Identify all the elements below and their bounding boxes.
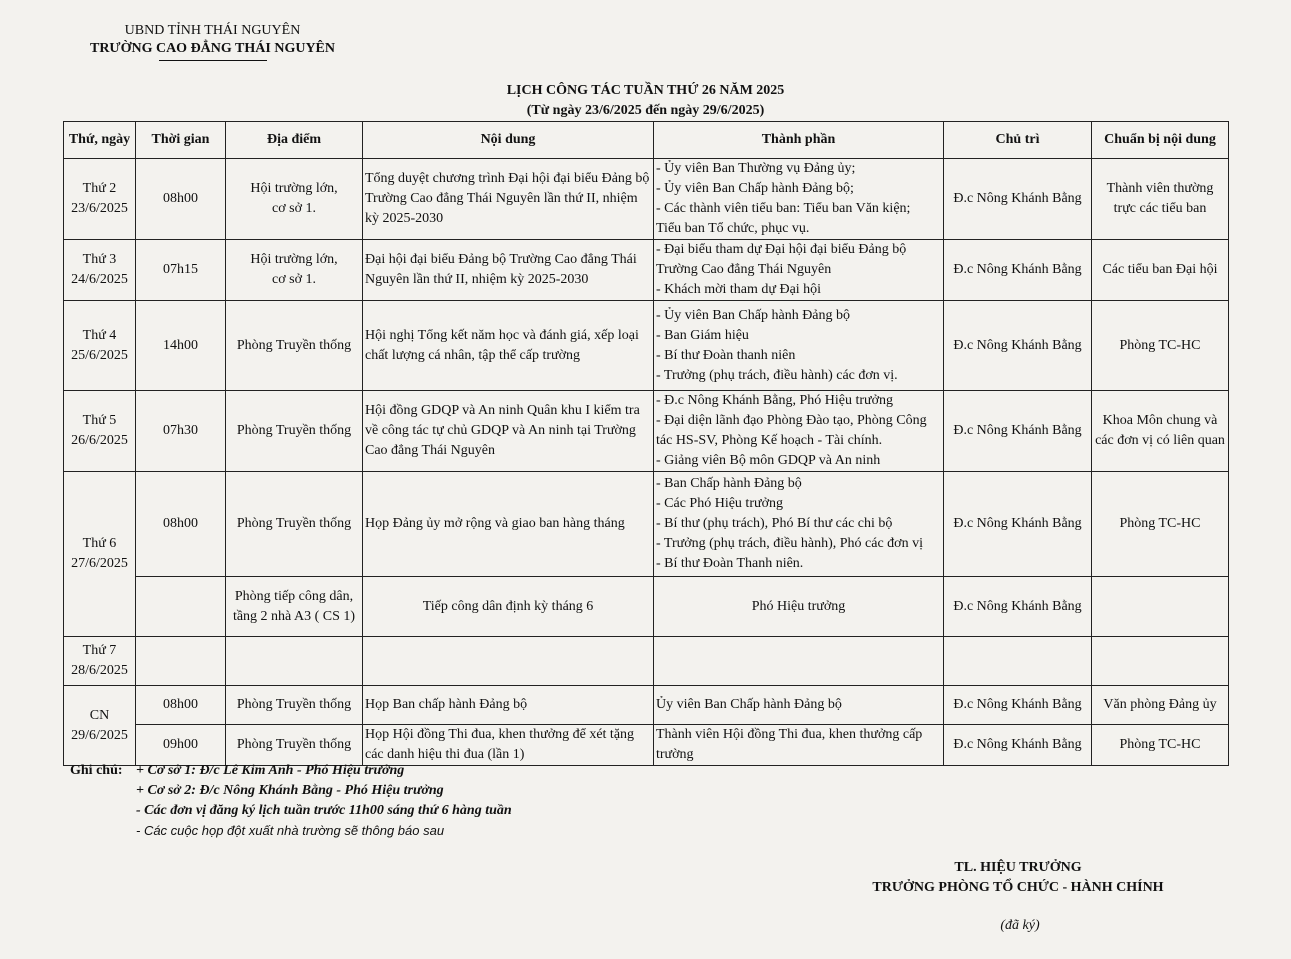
table-row — [64, 301, 1229, 391]
place-line: Phòng Truyền thống — [236, 737, 352, 752]
place-cell — [226, 159, 363, 240]
member-line: Trường Cao đẳng Thái Nguyên — [656, 262, 832, 277]
day-date: 29/6/2025 — [71, 727, 128, 743]
notes-label: Ghi chú: — [70, 763, 123, 778]
member-line: - Giảng viên Bộ môn GDQP và An ninh — [656, 453, 881, 468]
content-cell: Họp Ban chấp hành Đảng bộ — [363, 686, 654, 725]
signature-title: TL. HIỆU TRƯỞNG — [954, 860, 1082, 875]
content-cell: Đại hội đại biểu Đảng bộ Trường Cao đẳng Thái Nguyên lần thứ II, nhiệm kỳ 2025-2030 — [363, 240, 654, 301]
place-line: Phòng Truyền thống — [236, 423, 352, 438]
members-cell — [654, 725, 944, 766]
day-name: Thứ 6 — [82, 536, 117, 551]
day-cell — [64, 301, 136, 391]
place-line: Phòng tiếp công dân, — [234, 588, 354, 604]
page-title: LỊCH CÔNG TÁC TUẦN THỨ 26 NĂM 2025 — [506, 83, 785, 98]
member-line: tác HS-SV, Phòng Kế hoạch - Tài chính. — [656, 433, 883, 448]
day-date: 27/6/2025 — [71, 556, 128, 571]
member-line: - Các thành viên tiểu ban: Tiểu ban Văn kiện; — [656, 201, 911, 216]
day-date: 23/6/2025 — [71, 201, 128, 216]
place-cell — [226, 637, 363, 686]
members-cell — [654, 472, 944, 577]
time-cell: 14h00 — [136, 301, 226, 391]
member-line: - Ủy viên Ban Chấp hành Đảng bộ — [656, 307, 851, 323]
time-cell — [136, 577, 226, 637]
col-header-members: Thành phần — [654, 122, 944, 159]
time-cell: 07h15 — [136, 240, 226, 301]
chair-cell: Đ.c Nông Khánh Bằng — [944, 686, 1092, 725]
member-line: - Bí thư Đoàn thanh niên — [656, 347, 796, 363]
table-row — [64, 637, 1229, 686]
time-cell: 07h30 — [136, 391, 226, 472]
members-cell — [654, 637, 944, 686]
day-name: Thứ 3 — [82, 252, 117, 267]
col-header-place: Địa điểm — [226, 122, 363, 159]
day-cell — [64, 472, 136, 637]
prep-cell: Thành viên thường trực các tiểu ban — [1092, 159, 1229, 240]
prep-cell: Văn phòng Đảng ủy — [1092, 686, 1229, 725]
note-line: + Cơ sở 2: Đ/c Nông Khánh Bằng - Phó Hiệu trưởng — [136, 783, 444, 798]
member-line: Ủy viên Ban Chấp hành Đảng bộ — [656, 697, 842, 712]
place-line: cơ sở 1. — [272, 201, 316, 216]
member-line: - Đại diện lãnh đạo Phòng Đào tạo, Phòng Công — [656, 413, 927, 428]
time-cell: 08h00 — [136, 686, 226, 725]
prep-cell: Phòng TC-HC — [1092, 725, 1229, 766]
day-name: Thứ 7 — [82, 643, 117, 658]
note-line: - Các đơn vị đăng ký lịch tuần trước 11h00 sáng thứ 6 hàng tuần — [136, 803, 512, 818]
place-line: Hội trường lớn, — [250, 181, 338, 196]
page-subtitle: (Từ ngày 23/6/2025 đến ngày 29/6/2025) — [526, 103, 765, 118]
content-cell: Tổng duyệt chương trình Đại hội đại biểu Đảng bộ Trường Cao đẳng Thái Nguyên lần thứ II, nhiệm kỳ 2025-2030 — [363, 159, 654, 240]
member-line: - Các Phó Hiệu trưởng — [656, 496, 783, 511]
member-line: - Bí thư (phụ trách), Phó Bí thư các chi bộ — [656, 516, 893, 531]
chair-cell: Đ.c Nông Khánh Bằng — [944, 391, 1092, 472]
table-row — [64, 159, 1229, 240]
table-row — [64, 240, 1229, 301]
member-line: - Đ.c Nông Khánh Bằng, Phó Hiệu trưởng — [656, 393, 894, 408]
member-line: - Ủy viên Ban Chấp hành Đảng bộ; — [656, 181, 854, 196]
content-cell: Họp Đảng ủy mở rộng và giao ban hàng tháng — [363, 472, 654, 577]
place-cell — [226, 577, 363, 637]
day-cell — [64, 686, 136, 766]
prep-cell: Các tiểu ban Đại hội — [1092, 240, 1229, 301]
agency-name: UBND TỈNH THÁI NGUYÊN — [124, 23, 301, 38]
col-header-content: Nội dung — [363, 122, 654, 159]
content-cell: Tiếp công dân định kỳ tháng 6 — [363, 577, 654, 637]
col-header-day: Thứ, ngày — [64, 122, 136, 159]
member-line: - Trưởng (phụ trách, điều hành) các đơn vị. — [656, 367, 898, 383]
day-date: 28/6/2025 — [71, 663, 128, 678]
table-row — [64, 577, 1229, 637]
note-line: - Các cuộc họp đột xuất nhà trường sẽ thông báo sau — [136, 823, 445, 838]
prep-cell: Phòng TC-HC — [1092, 472, 1229, 577]
day-date: 25/6/2025 — [71, 347, 128, 363]
chair-cell: Đ.c Nông Khánh Bằng — [944, 577, 1092, 637]
day-cell — [64, 637, 136, 686]
place-line: cơ sở 1. — [272, 272, 316, 287]
school-name: TRƯỜNG CAO ĐẲNG THÁI NGUYÊN — [89, 41, 335, 56]
member-line: Thành viên Hội đồng Thi đua, khen thưởng cấp — [656, 727, 923, 742]
member-line: trường — [656, 747, 694, 762]
chair-cell: Đ.c Nông Khánh Bằng — [944, 472, 1092, 577]
table-row — [64, 686, 1229, 725]
col-header-chair: Chủ trì — [944, 122, 1092, 159]
member-line: - Đại biểu tham dự Đại hội đại biểu Đảng bộ — [656, 242, 907, 257]
content-cell — [363, 637, 654, 686]
day-date: 24/6/2025 — [71, 272, 128, 287]
place-cell — [226, 725, 363, 766]
day-name: Thứ 5 — [82, 413, 117, 428]
time-cell: 09h00 — [136, 725, 226, 766]
content-cell: Hội đồng GDQP và An ninh Quân khu I kiểm tra về công tác tự chủ GDQP và An ninh tại Trường Cao đẳng Thái Nguyên — [363, 391, 654, 472]
table-row — [64, 472, 1229, 577]
prep-cell — [1092, 637, 1229, 686]
chair-cell — [944, 637, 1092, 686]
note-line: + Cơ sở 1: Đ/c Lê Kim Anh - Phó Hiệu trưởng — [136, 763, 405, 778]
place-cell — [226, 391, 363, 472]
time-cell: 08h00 — [136, 159, 226, 240]
org-header — [80, 22, 345, 61]
member-line: - Ủy viên Ban Thường vụ Đảng ủy; — [656, 161, 856, 176]
members-cell — [654, 159, 944, 240]
place-line: Phòng Truyền thống — [236, 697, 352, 712]
place-cell — [226, 240, 363, 301]
member-line: - Trưởng (phụ trách, điều hành), Phó các đơn vị — [656, 536, 923, 551]
day-name: CN — [89, 707, 110, 723]
members-cell — [654, 240, 944, 301]
place-line: tầng 2 nhà A3 ( CS 1) — [232, 608, 356, 624]
signature-position: TRƯỞNG PHÒNG TỔ CHỨC - HÀNH CHÍNH — [872, 880, 1164, 895]
prep-cell — [1092, 577, 1229, 637]
place-cell — [226, 686, 363, 725]
members-cell — [654, 301, 944, 391]
col-header-time: Thời gian — [136, 122, 226, 159]
place-line: Phòng Truyền thống — [236, 337, 352, 353]
header-underline — [159, 60, 267, 61]
member-line: - Bí thư Đoàn Thanh niên. — [656, 556, 804, 571]
member-line: Tiểu ban Tổ chức, phục vụ. — [656, 221, 810, 236]
chair-cell: Đ.c Nông Khánh Bằng — [944, 725, 1092, 766]
member-line: Phó Hiệu trưởng — [751, 598, 846, 614]
day-cell — [64, 391, 136, 472]
place-line: Hội trường lớn, — [250, 252, 338, 267]
day-cell — [64, 240, 136, 301]
col-header-prep: Chuẩn bị nội dung — [1092, 122, 1229, 159]
time-cell: 08h00 — [136, 472, 226, 577]
member-line: - Ban Chấp hành Đảng bộ — [656, 476, 802, 491]
place-line: Phòng Truyền thống — [236, 516, 352, 531]
content-cell: Hội nghị Tổng kết năm học và đánh giá, xếp loại chất lượng cá nhân, tập thể cấp trường — [363, 301, 654, 391]
content-cell: Họp Hội đồng Thi đua, khen thưởng để xét tặng các danh hiệu thi đua (lần 1) — [363, 725, 654, 766]
signed-note: (đã ký) — [1000, 918, 1040, 933]
chair-cell: Đ.c Nông Khánh Bằng — [944, 159, 1092, 240]
day-name: Thứ 2 — [82, 181, 117, 196]
time-cell — [136, 637, 226, 686]
prep-cell: Khoa Môn chung và các đơn vị có liên quan — [1092, 391, 1229, 472]
members-cell — [654, 577, 944, 637]
members-cell — [654, 686, 944, 725]
table-header-row — [64, 122, 1229, 159]
member-line: - Ban Giám hiệu — [656, 327, 749, 343]
chair-cell: Đ.c Nông Khánh Bằng — [944, 301, 1092, 391]
day-cell — [64, 159, 136, 240]
place-cell — [226, 472, 363, 577]
members-cell — [654, 391, 944, 472]
place-cell — [226, 301, 363, 391]
day-name: Thứ 4 — [82, 327, 117, 343]
member-line: - Khách mời tham dự Đại hội — [656, 282, 822, 297]
prep-cell: Phòng TC-HC — [1092, 301, 1229, 391]
day-date: 26/6/2025 — [71, 433, 128, 448]
schedule-table — [63, 121, 1229, 766]
table-row — [64, 725, 1229, 766]
chair-cell: Đ.c Nông Khánh Bằng — [944, 240, 1092, 301]
table-row — [64, 391, 1229, 472]
